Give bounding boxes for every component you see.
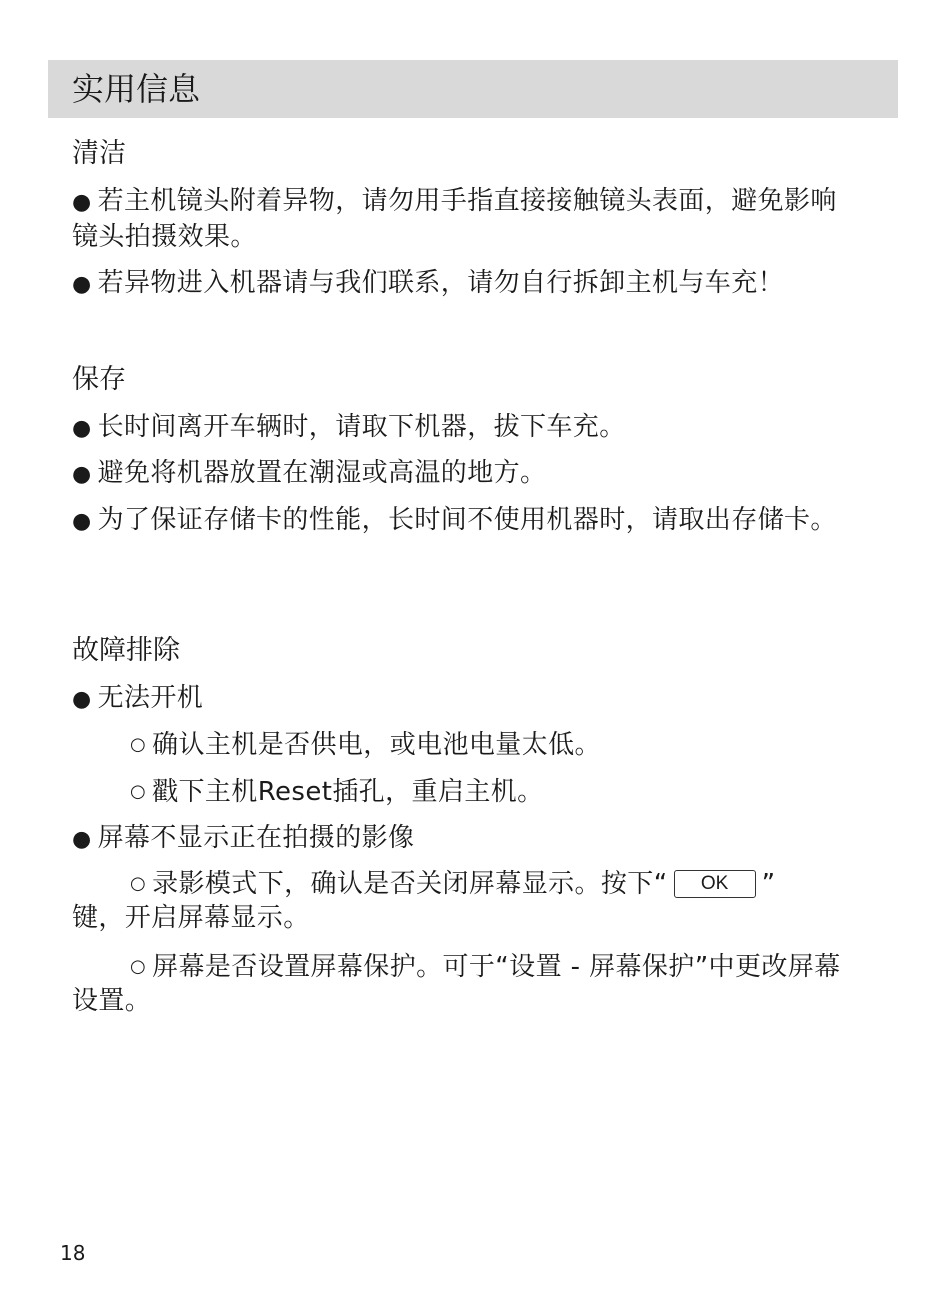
no-display-item xyxy=(72,821,862,857)
circle-bullet-icon: ○ xyxy=(130,873,147,894)
circle-bullet-icon: ○ xyxy=(130,781,147,802)
circle-bullet-icon: ○ xyxy=(130,956,147,977)
troubleshooting-heading: 故障排除 xyxy=(72,635,180,666)
bullet-icon: ● xyxy=(72,190,92,215)
no-power-item xyxy=(72,681,862,717)
no-display-sub-2-text: 屏幕是否设置屏幕保护。可于“设置 - 屏幕保护”中更改屏幕设置。 xyxy=(72,952,841,1016)
cleaning-item-2 xyxy=(72,266,862,302)
circle-bullet-icon: ○ xyxy=(130,734,147,755)
storage-item-1 xyxy=(72,410,862,446)
bullet-icon: ● xyxy=(72,687,92,712)
storage-item-1-text: 长时间离开车辆时，请取下机器，拔下车充。 xyxy=(97,412,626,442)
cleaning-item-2-text: 若异物进入机器请与我们联系，请勿自行拆卸主机与车充！ xyxy=(97,268,785,298)
no-display-sub-1 xyxy=(72,867,862,935)
no-power-sub-2 xyxy=(130,775,870,809)
bullet-icon: ● xyxy=(72,509,92,534)
no-display-sub-2 xyxy=(72,950,862,1018)
section-header-bar xyxy=(48,60,898,118)
cleaning-item-1-text: 若主机镜头附着异物，请勿用手指直接接触镜头表面，避免影响镜头拍摄效果。 xyxy=(72,186,837,252)
cleaning-item-1 xyxy=(72,184,862,254)
storage-item-3-text: 为了保证存储卡的性能，长时间不使用机器时，请取出存储卡。 xyxy=(97,505,837,535)
page-title: 实用信息 xyxy=(72,70,201,108)
storage-item-2-text: 避免将机器放置在潮湿或高温的地方。 xyxy=(97,458,547,488)
no-display-sub-1-quote: ” xyxy=(761,869,776,899)
no-display-label: 屏幕不显示正在拍摄的影像 xyxy=(97,823,415,853)
bullet-icon: ● xyxy=(72,827,92,852)
no-power-label: 无法开机 xyxy=(97,683,204,713)
storage-item-3 xyxy=(72,503,862,539)
no-power-sub-1 xyxy=(130,728,870,762)
bullet-icon: ● xyxy=(72,272,92,297)
no-display-sub-1-cont: 键，开启屏幕显示。 xyxy=(72,903,310,933)
no-power-sub-1-text: 确认主机是否供电，或电池电量太低。 xyxy=(152,730,601,760)
bullet-icon: ● xyxy=(72,462,92,487)
ok-key-icon: OK xyxy=(674,870,756,898)
storage-heading: 保存 xyxy=(72,364,126,395)
storage-item-2 xyxy=(72,456,862,492)
cleaning-heading: 清洁 xyxy=(72,138,126,169)
no-power-sub-2-text: 戳下主机Reset插孔，重启主机。 xyxy=(152,777,544,807)
bullet-icon: ● xyxy=(72,416,92,441)
no-display-sub-1-text: 录影模式下，确认是否关闭屏幕显示。按下“ xyxy=(152,869,668,899)
page-number: 18 xyxy=(60,1241,86,1265)
